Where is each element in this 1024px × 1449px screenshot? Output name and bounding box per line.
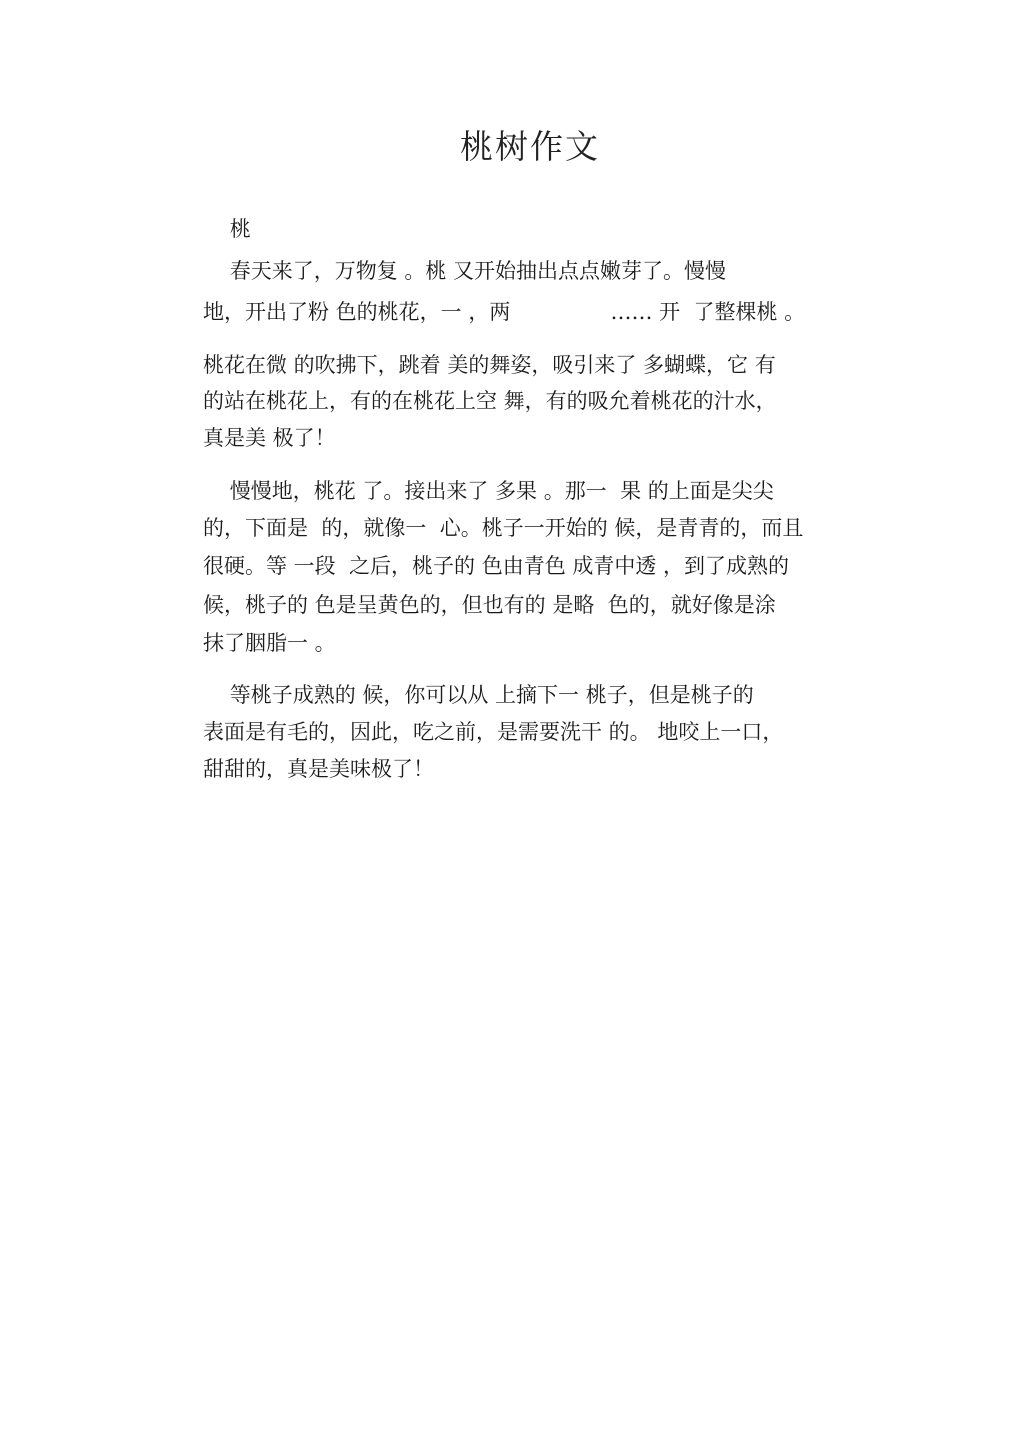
text-line: 慢慢地，桃花 了。接出来了 多果 。那一 果 的上面是尖尖 [203,479,774,503]
text-line: 很硬。等 一段 之后，桃子的 色由青色 成青中透 ，到了成熟的 [203,554,790,578]
text-line: 等桃子成熟的 候，你可以从 上摘下一 桃子，但是桃子的 [203,683,754,707]
text-line: 真是美 极了！ [203,426,336,450]
text-line: 抹了胭脂一 。 [203,631,336,655]
text-line: 的，下面是 的，就像一 心。桃子一开始的 候，是青青的，而且 [203,516,804,540]
text-line: 桃花在微 的吹拂下，跳着 美的舞姿，吸引来了 多蝴蝶，它 有 [203,353,776,377]
text-line: 表面是有毛的，因此，吃之前，是需要洗干 的。 地咬上一口， [203,720,784,744]
document-title: 桃树作文 [460,127,600,166]
text-line: 甜甜的，真是美味极了！ [203,757,434,781]
text-line: 候，桃子的 色是呈黄色的，但也有的 是略 色的，就好像是涂 [203,593,776,617]
text-line: 地，开出了粉 色的桃花，一 ，两 …… 开 了整棵桃 。 [203,300,806,324]
text-line: 春天来了，万物复 。桃 又开始抽出点点嫩芽了。慢慢 [203,259,727,283]
text-line: 的站在桃花上，有的在桃花上空 舞，有的吸允着桃花的汁水， [203,389,777,413]
text-line: 桃 [203,217,251,241]
